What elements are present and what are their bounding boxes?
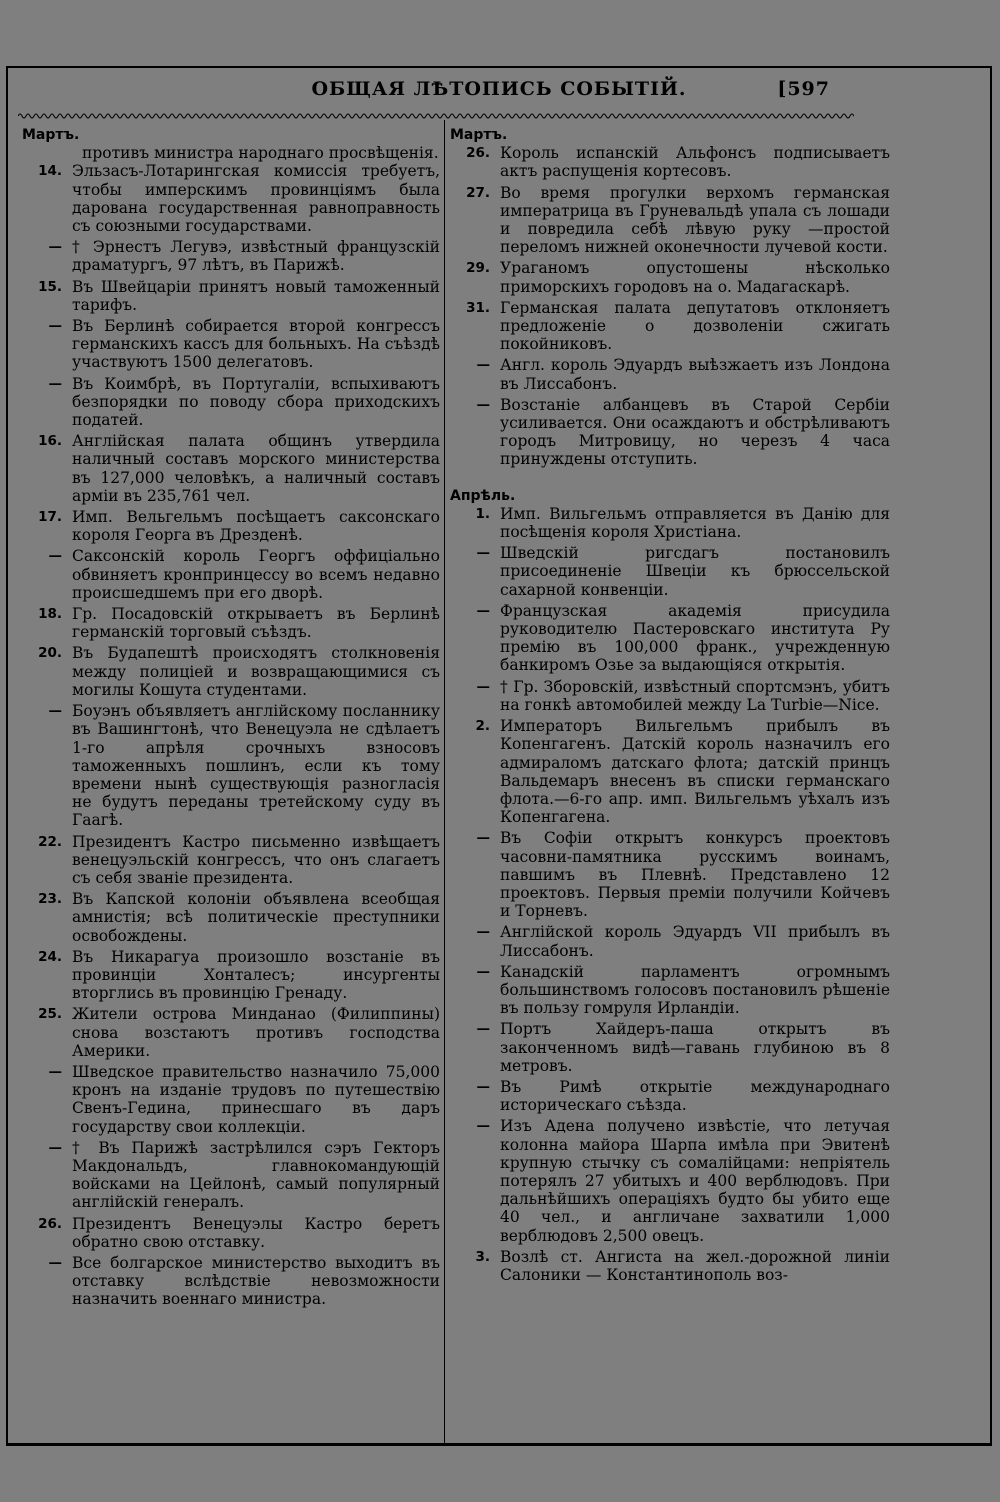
entry-date: 15. <box>38 278 62 295</box>
month-heading: Мартъ. <box>450 127 508 143</box>
chronicle-entry <box>450 1078 890 1114</box>
chronicle-entry <box>450 396 890 469</box>
chronicle-entry <box>22 833 440 888</box>
entry-date: — <box>476 924 490 941</box>
right-entries-april <box>450 505 890 1284</box>
entry-text: Французская академія присудила руководителю Пастеровскаго института Ру премію въ 100,000 франк., учрежденную банкиромъ Озье за выдающіяся открытія. <box>500 601 890 675</box>
entry-text: Шведскій ригсдагъ постановилъ присоединеніе Швеціи къ брюссельской сахарной конвенціи. <box>500 544 890 599</box>
entry-date: — <box>48 318 62 335</box>
entry-text: Изъ Адена получено извѣстіе, что летучая колонна майора Шарпа имѣла при Эвитенѣ крупную стычку съ сомалійцами: непріятель потерялъ 27 убитыхъ и 400 верблюдовъ. При дальнѣйшихъ операціяхъ будто бы убито еще 40 чел., и англичане захватили 1,000 верблюдовъ 2,500 овецъ. <box>500 1117 890 1245</box>
month-heading: Мартъ. <box>22 127 80 143</box>
chronicle-entry <box>450 184 890 257</box>
continuation-text: противъ министра народнаго просвѣщенія. <box>82 144 439 163</box>
entry-text: Въ Капской колоніи объявлена всеобщая амнистія; всѣ политическіе преступники освобождены. <box>72 890 440 945</box>
entry-date: — <box>476 830 490 847</box>
entry-date: 24. <box>38 948 62 965</box>
entry-text: Ураганомъ опустошены нѣсколько приморскихъ городовъ на о. Мадагаскарѣ. <box>500 259 890 296</box>
page-title: ОБЩАЯ ЛѢТОПИСЬ СОБЫТІЙ. <box>311 78 687 100</box>
chronicle-entry <box>22 1254 440 1309</box>
entry-date: 17. <box>38 509 62 526</box>
entry-date: 25. <box>38 1006 62 1023</box>
entry-text: Канадскій парламентъ огромнымъ большинствомъ голосовъ постановилъ рѣшеніе въ пользу гомруля Ирландіи. <box>500 962 890 1018</box>
chronicle-entry <box>450 678 890 714</box>
chronicle-entry <box>22 1215 440 1251</box>
chronicle-entry <box>450 505 890 541</box>
entry-text: Все болгарское министерство выходитъ въ отставку вслѣдствіе невозможности назначить военнаго министра. <box>72 1253 440 1309</box>
chronicle-entry <box>450 923 890 959</box>
entry-date: — <box>48 375 62 392</box>
entry-text: Шведское правительство назначило 75,000 кронъ на изданіе трудовъ по путешествію Свенъ-Гедина, принесшаго въ даръ государству свои коллекціи. <box>72 1062 440 1136</box>
chronicle-entry <box>22 702 440 829</box>
chronicle-entry <box>22 890 440 945</box>
chronicle-entry <box>22 432 440 505</box>
chronicle-entry <box>450 1020 890 1075</box>
entry-text: Въ Коимбрѣ, въ Португаліи, вспыхиваютъ безпорядки по поводу сбора приходскихъ податей. <box>72 374 440 430</box>
entry-date: 3. <box>475 1248 490 1265</box>
entry-date: 26. <box>466 145 490 162</box>
chronicle-entry <box>22 1139 440 1212</box>
entry-date: — <box>48 1254 62 1271</box>
entry-date: 22. <box>38 833 62 850</box>
entry-date: — <box>476 602 490 619</box>
entry-date: — <box>48 1139 62 1156</box>
chronicle-entry <box>450 1248 890 1284</box>
entry-text: Въ Римѣ открытіе международнаго историческаго съѣзда. <box>500 1077 890 1115</box>
entry-text: Императоръ Вильгельмъ прибылъ въ Копенгагенъ. Датскій король назначилъ его адмираломъ датскаго флота; датскій принцъ Вальдемаръ внесенъ въ списки германскаго флота.—6-го апр. имп. Вильгельмъ уѣхалъ изъ Копенгагена. <box>500 717 890 827</box>
entry-date: — <box>48 548 62 565</box>
chronicle-entry <box>450 544 890 599</box>
left-column <box>22 126 440 1312</box>
entry-text: Король испанскій Альфонсъ подписываетъ актъ распущенія кортесовъ. <box>500 144 890 181</box>
chronicle-entry <box>450 829 890 920</box>
entry-text: Президентъ Кастро письменно извѣщаетъ венецуэльскій конгрессъ, что онъ слагаетъ съ себя званіе президента. <box>72 832 440 887</box>
entry-text: Боуэнъ объявляетъ англійскому посланнику въ Вашингтонѣ, что Венецуэла не сдѣлаетъ 1-го апрѣля срочныхъ взносовъ таможенныхъ пошлинъ, если къ тому времени нынѣ существующія разногласія не будутъ переданы третейскому суду въ Гаагѣ. <box>72 702 440 830</box>
right-column <box>450 126 890 1287</box>
chronicle-entry <box>450 717 890 826</box>
entry-date: — <box>476 357 490 374</box>
entry-date: — <box>476 396 490 413</box>
entry-text: † Гр. Зборовскій, извѣстный спортсмэнъ, убитъ на гонкѣ автомобилей между La Turbie—Nice. <box>500 677 890 714</box>
entry-text: Возлѣ ст. Ангиста на жел.-дорожной линіи Салоники — Константинополь воз- <box>500 1247 890 1284</box>
chronicle-entry <box>450 356 890 392</box>
entry-date: 14. <box>38 163 62 180</box>
entry-date: 18. <box>38 606 62 623</box>
entry-text: Президентъ Венецуэлы Кастро беретъ обратно свою отставку. <box>72 1214 440 1251</box>
entry-text: Англ. король Эдуардъ выѣзжаетъ изъ Лондона въ Лиссабонъ. <box>500 356 890 393</box>
entry-date: 31. <box>466 299 490 316</box>
chronicle-entry <box>22 547 440 602</box>
page-frame <box>6 66 992 1446</box>
entry-date: — <box>48 1063 62 1080</box>
chronicle-entry <box>450 299 890 354</box>
entry-date: — <box>476 1118 490 1135</box>
entry-date: — <box>48 703 62 720</box>
entry-date: 1. <box>475 505 490 522</box>
entry-text: Имп. Вильгельмъ отправляется въ Данію для посѣщенія короля Христіана. <box>500 504 890 542</box>
page-number: [597 <box>777 78 830 100</box>
chronicle-entry <box>22 948 440 1003</box>
entry-date: 26. <box>38 1215 62 1232</box>
entry-text: † Эрнестъ Легувэ, извѣстный французскій драматургъ, 97 лѣтъ, въ Парижѣ. <box>72 238 440 275</box>
entry-date: — <box>476 678 490 695</box>
entry-text: Имп. Вельгельмъ посѣщаетъ саксонскаго короля Георга въ Дрезденѣ. <box>72 508 440 545</box>
chronicle-entry <box>22 508 440 544</box>
month-heading-april: Апрѣль. <box>450 487 516 504</box>
entry-text: Въ Софіи открытъ конкурсъ проектовъ часовни-памятника русскимъ воинамъ, павшимъ въ Плевнѣ. Представлено 12 проектовъ. Первыя преміи получили Койчевъ и Торневъ. <box>500 829 890 921</box>
chronicle-entry <box>22 317 440 372</box>
chronicle-entry <box>22 605 440 641</box>
chronicle-entry <box>22 238 440 274</box>
entry-text: Портъ Хайдеръ-паша открытъ въ законченномъ видѣ—гавань глубиною въ 8 метровъ. <box>500 1020 890 1075</box>
entry-date: 2. <box>475 718 490 735</box>
entry-text: Въ Будапештѣ происходятъ столкновенія между полиціей и возвращающимися съ могилы Кошута студентами. <box>72 644 440 699</box>
entry-date: 16. <box>38 433 62 450</box>
entry-date: — <box>48 239 62 256</box>
entry-text: Возстаніе албанцевъ въ Старой Сербіи усиливается. Они осаждаютъ и обстрѣливаютъ городъ Митровицу, но черезъ 4 часа принуждены отступить. <box>500 395 890 469</box>
entry-text: Жители острова Минданао (Филиппины) снова возстаютъ противъ господства Америки. <box>72 1005 440 1060</box>
entry-text: Во время прогулки верхомъ германская императрица въ Груневальдѣ упала съ лошади и повредила себѣ лѣвую руку —простой переломъ нижней оконечности лучевой кости. <box>500 183 890 257</box>
chronicle-entry <box>22 278 440 314</box>
entry-text: Англійская палата общинъ утвердила наличный составъ морского министерства въ 127,000 человѣкъ, а наличный составъ арміи въ 235,761 чел. <box>72 432 440 505</box>
entry-date: — <box>476 963 490 980</box>
entry-date: — <box>476 1078 490 1095</box>
chronicle-entry <box>450 144 890 180</box>
entry-text: Гр. Посадовскій открываетъ въ Берлинѣ германскій торговый съѣздъ. <box>72 605 440 642</box>
entry-date: 27. <box>466 184 490 201</box>
chronicle-entry <box>22 1005 440 1060</box>
wavy-rule <box>18 112 854 120</box>
entry-date: — <box>476 545 490 562</box>
entry-text: † Въ Парижѣ застрѣлился сэръ Гекторъ Макдональдъ, главнокомандующій войсками на Цейлонѣ, самый популярный англійскій генералъ. <box>72 1138 440 1212</box>
chronicle-entry <box>22 162 440 235</box>
left-entries <box>22 162 440 1308</box>
entry-text: Въ Берлинѣ собирается второй конгрессъ германскихъ кассъ для больныхъ. На съѣздѣ участвуютъ 1500 делегатовъ. <box>72 317 440 372</box>
entry-date: 20. <box>38 645 62 662</box>
entry-text: Эльзасъ-Лотарингская комиссія требуетъ, чтобы имперскимъ провинціямъ была дарована государственная равноправность съ союзными государствами. <box>72 162 440 236</box>
column-divider <box>444 120 445 1443</box>
entry-date: — <box>476 1021 490 1038</box>
chronicle-entry <box>22 1063 440 1136</box>
chronicle-entry <box>450 963 890 1018</box>
entry-text: Въ Швейцаріи принятъ новый таможенный тарифъ. <box>72 277 440 314</box>
page-header <box>8 78 990 108</box>
chronicle-entry <box>22 375 440 430</box>
entry-text: Англійской король Эдуардъ VII прибылъ въ Лиссабонъ. <box>500 923 890 960</box>
right-entries <box>450 144 890 468</box>
entry-text: Въ Никарагуа произошло возстаніе въ провинціи Хонталесъ; инсургенты вторглись въ провинцію Гренаду. <box>72 947 440 1003</box>
chronicle-entry <box>450 259 890 295</box>
entry-text: Германская палата депутатовъ отклоняетъ предложеніе о дозволеніи сжигать покойниковъ. <box>500 298 890 354</box>
entry-date: 29. <box>466 260 490 277</box>
chronicle-entry <box>450 1117 890 1244</box>
entry-date: 23. <box>38 891 62 908</box>
entry-text: Саксонскій король Георгъ оффиціально обвиняетъ кронпринцессу во всемъ недавно происшедшемъ при его дворѣ. <box>72 547 440 602</box>
chronicle-entry <box>450 602 890 675</box>
chronicle-entry <box>22 644 440 699</box>
